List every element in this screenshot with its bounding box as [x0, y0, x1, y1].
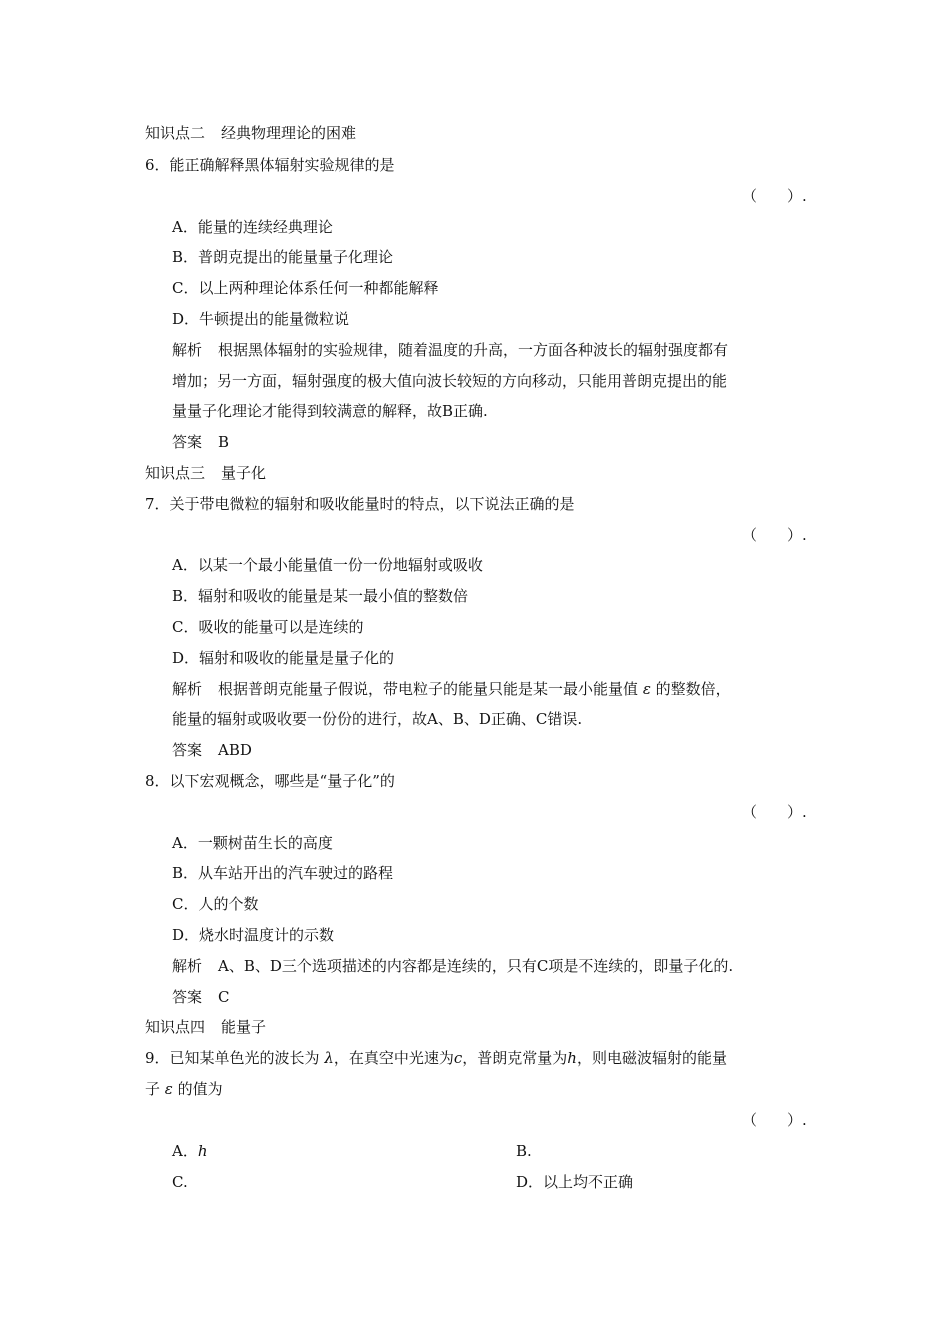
answer-blank: （ ）. — [742, 187, 807, 205]
option-a: A．一颗树苗生长的高度 — [172, 834, 333, 852]
option-d: D．以上均不正确 — [516, 1173, 634, 1191]
question-9-stem: 9．已知某单色光的波长为 λ，在真空中光速为c，普朗克常量为h，则电磁波辐射的能量 — [145, 1049, 727, 1067]
question-8-stem: 8．以下宏观概念，哪些是“量子化”的 — [145, 772, 395, 790]
option-c: C．吸收的能量可以是连续的 — [172, 618, 364, 636]
option-b: B. — [516, 1142, 532, 1160]
option-b: B．辐射和吸收的能量是某一最小值的整数倍 — [172, 587, 469, 605]
analysis-line: 能量的辐射或吸收要一份份的进行，故A、B、D正确、C错误. — [172, 710, 583, 728]
answer: 答案 ABD — [172, 741, 252, 759]
analysis: 解析 根据普朗克能量子假说，带电粒子的能量只能是某一最小能量值 ε 的整数倍， — [172, 680, 731, 698]
option-a: A．以某一个最小能量值一份一份地辐射或吸收 — [172, 556, 483, 574]
option-c: C. — [172, 1173, 188, 1191]
section-heading: 知识点三 量子化 — [145, 464, 267, 482]
analysis-line: 量量子化理论才能得到较满意的解释，故B正确. — [172, 402, 488, 420]
question-7-stem: 7．关于带电微粒的辐射和吸收能量时的特点，以下说法正确的是 — [145, 495, 575, 513]
option-c: C．以上两种理论体系任何一种都能解释 — [172, 279, 439, 297]
section-heading: 知识点二 经典物理理论的困难 — [145, 124, 357, 142]
answer: 答案 B — [172, 433, 230, 451]
answer-blank: （ ）. — [742, 1111, 807, 1129]
question-6-stem: 6．能正确解释黑体辐射实验规律的是 — [145, 156, 395, 174]
answer-blank: （ ）. — [742, 803, 807, 821]
option-b: B．从车站开出的汽车驶过的路程 — [172, 864, 394, 882]
option-d: D．牛顿提出的能量微粒说 — [172, 310, 350, 328]
option-a: A．能量的连续经典理论 — [172, 218, 333, 236]
analysis: 解析 A、B、D三个选项描述的内容都是连续的，只有C项是不连续的，即量子化的. — [172, 957, 734, 975]
answer-blank: （ ）. — [742, 526, 807, 544]
option-d: D．烧水时温度计的示数 — [172, 926, 335, 944]
analysis-line: 增加；另一方面，辐射强度的极大值向波长较短的方向移动，只能用普朗克提出的能 — [172, 372, 728, 390]
answer: 答案 C — [172, 988, 230, 1006]
question-9-stem-line2: 子 ε 的值为 — [145, 1080, 223, 1098]
analysis: 解析 根据黑体辐射的实验规律，随着温度的升高，一方面各种波长的辐射强度都有 — [172, 341, 729, 359]
option-c: C．人的个数 — [172, 895, 259, 913]
option-d: D．辐射和吸收的能量是量子化的 — [172, 649, 395, 667]
option-b: B．普朗克提出的能量量子化理论 — [172, 248, 394, 266]
option-a: A．h — [172, 1142, 208, 1160]
section-heading: 知识点四 能量子 — [145, 1018, 267, 1036]
